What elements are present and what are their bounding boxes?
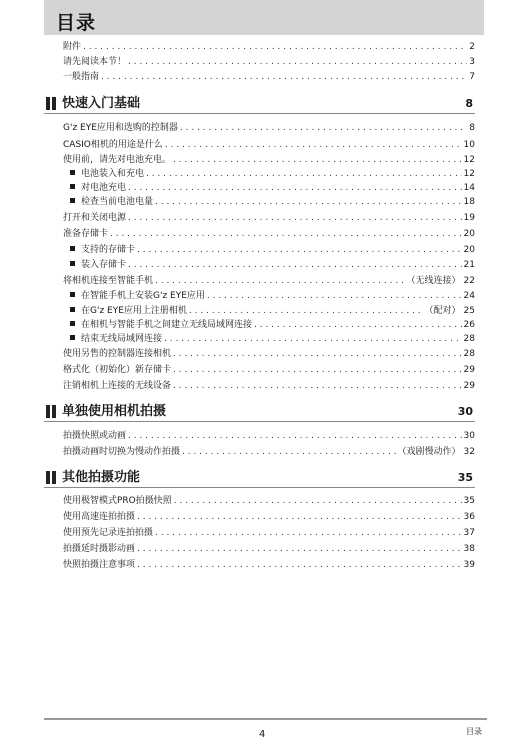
toc-entry-page: 19 (463, 213, 475, 223)
toc-entry-label: 检查当前电池电量 (81, 197, 154, 207)
toc-entry-label: 使用极智模式PRO拍摄快照 (63, 496, 172, 506)
toc-entry-label: 打开和关闭电源 (63, 213, 127, 223)
page-title: 目录 (56, 12, 97, 34)
section-page: 35 (457, 471, 473, 484)
toc-entry[interactable] (63, 510, 475, 524)
toc-entry-page: 22 (463, 276, 475, 286)
toc-entry-page: 7 (469, 72, 475, 82)
footer-divider (44, 718, 487, 720)
toc-entry-label: 结束无线局域网连接 (81, 334, 163, 344)
dot-leader (207, 289, 462, 303)
toc-entry-general-guide[interactable] (63, 70, 475, 84)
section-header-quick-start[interactable] (44, 95, 475, 113)
toc-entry-label: 准备存储卡 (63, 229, 109, 239)
toc-entry-label: 附件 (63, 42, 82, 52)
dot-leader (155, 526, 462, 540)
toc-entry-page: 28 (463, 349, 475, 359)
section-header-other-functions[interactable] (44, 469, 475, 487)
bullet-square-icon (70, 246, 75, 251)
toc-subentry[interactable] (70, 304, 475, 318)
dot-leader (110, 227, 462, 241)
section-header-standalone[interactable] (44, 403, 475, 421)
bullet-square-icon (70, 292, 75, 297)
dot-leader (155, 274, 405, 288)
toc-entry-note: （无线连接） (406, 276, 461, 286)
toc-entry-label: 拍摄快照或动画 (63, 431, 127, 441)
toc-subentry[interactable] (70, 195, 475, 209)
toc-entry-page: 3 (469, 57, 475, 67)
toc-entry-page: 20 (463, 245, 475, 255)
toc-entry-page: 29 (463, 365, 475, 375)
dot-leader (173, 363, 462, 377)
dot-leader (254, 318, 462, 332)
toc-entry[interactable] (63, 429, 475, 443)
toc-entry[interactable] (63, 153, 475, 167)
dot-leader (128, 429, 462, 443)
section-page: 8 (465, 97, 473, 110)
toc-entry-accessories[interactable] (63, 40, 475, 54)
dot-leader (180, 121, 467, 135)
dot-leader (128, 55, 467, 69)
dot-leader (146, 167, 462, 181)
toc-subentry[interactable] (70, 181, 475, 195)
toc-entry-read-first[interactable] (63, 55, 475, 69)
toc-entry-page: 18 (463, 197, 475, 207)
section-divider (44, 487, 475, 488)
section-bars-icon (46, 97, 57, 110)
toc-entry[interactable] (63, 526, 475, 540)
toc-entry-page: 14 (463, 183, 475, 193)
dot-leader (128, 211, 462, 225)
toc-entry[interactable] (63, 138, 475, 152)
toc-entry-label: 在相机与智能手机之间建立无线局域网连接 (81, 320, 253, 330)
bullet-square-icon (70, 198, 75, 203)
dot-leader (137, 558, 462, 572)
toc-entry[interactable] (63, 542, 475, 556)
toc-entry-page: 30 (463, 431, 475, 441)
toc-entry-label: 格式化（初始化）新存储卡 (63, 365, 172, 375)
toc-entry[interactable] (63, 347, 475, 361)
dot-leader (164, 332, 462, 346)
toc-entry-page: 32 (463, 447, 475, 457)
toc-entry-label: 使用另售的控制器连接相机 (63, 349, 172, 359)
bullet-square-icon (70, 307, 75, 312)
bullet-square-icon (70, 170, 75, 175)
toc-entry-page: 21 (463, 260, 475, 270)
toc-entry-label: 拍摄延时摄影动画 (63, 544, 136, 554)
dot-leader (173, 153, 462, 167)
toc-entry-page: 25 (463, 306, 475, 316)
dot-leader (182, 445, 396, 459)
section-divider (44, 113, 475, 114)
title-bar (44, 0, 484, 35)
toc-entry-label: 使用前，请先对电池充电。 (63, 155, 172, 165)
toc-entry-page: 37 (463, 528, 475, 538)
toc-entry-label: G'z EYE应用和选购的控制器 (63, 123, 178, 133)
footer-label: 目录 (466, 727, 482, 736)
toc-entry-label: 请先阅读本节！ (63, 57, 127, 67)
toc-entry-label: 在G'z EYE应用上注册相机 (81, 306, 187, 316)
dot-leader (173, 379, 462, 393)
toc-subentry[interactable] (70, 243, 475, 257)
toc-entry-page: 38 (463, 544, 475, 554)
toc-entry-label: 将相机连接至智能手机 (63, 276, 154, 286)
toc-entry-page: 24 (463, 291, 475, 301)
toc-entry-label: 一般指南 (63, 72, 100, 82)
bullet-square-icon (70, 321, 75, 326)
dot-leader (137, 243, 462, 257)
dot-leader (128, 258, 462, 272)
dot-leader (155, 195, 462, 209)
toc-entry[interactable] (63, 274, 475, 288)
toc-entry-label: 快照拍摄注意事项 (63, 560, 136, 570)
toc-entry[interactable] (63, 445, 475, 459)
section-title: 单独使用相机拍摄 (62, 404, 167, 419)
toc-entry[interactable] (63, 121, 475, 135)
toc-entry-page: 2 (469, 42, 475, 52)
toc-entry[interactable] (63, 558, 475, 572)
section-title: 快速入门基础 (62, 96, 141, 111)
toc-entry[interactable] (63, 494, 475, 508)
toc-entry-page: 28 (463, 334, 475, 344)
toc-entry-page: 35 (463, 496, 475, 506)
toc-entry-page: 36 (463, 512, 475, 522)
toc-entry-note: （戏剧慢动作） (397, 447, 461, 457)
toc-entry[interactable] (63, 379, 475, 393)
toc-entry-label: CASIO相机的用途是什么 (63, 140, 163, 150)
bullet-square-icon (70, 261, 75, 266)
dot-leader (174, 494, 462, 508)
toc-entry-label: 使用预先记录连拍拍摄 (63, 528, 154, 538)
section-divider (44, 421, 475, 422)
section-bars-icon (46, 471, 57, 484)
dot-leader (83, 40, 467, 54)
toc-entry-label: 支持的存储卡 (81, 245, 136, 255)
dot-leader (101, 70, 467, 84)
toc-entry-label: 装入存储卡 (81, 260, 127, 270)
toc-entry-label: 注销相机上连接的无线设备 (63, 381, 172, 391)
bullet-square-icon (70, 184, 75, 189)
bullet-square-icon (70, 335, 75, 340)
dot-leader (137, 542, 462, 556)
toc-entry-page: 8 (469, 123, 475, 133)
toc-entry-page: 12 (463, 169, 475, 179)
footer-page-number: 4 (259, 729, 266, 740)
toc-entry-note: （配对） (424, 306, 461, 316)
toc-entry-label: 在智能手机上安装G'z EYE应用 (81, 291, 205, 301)
section-bars-icon (46, 405, 57, 418)
toc-entry-page: 26 (463, 320, 475, 330)
section-page: 30 (457, 405, 473, 418)
toc-entry-page: 20 (463, 229, 475, 239)
section-title: 其他拍摄功能 (62, 470, 141, 485)
toc-entry-label: 对电池充电 (81, 183, 127, 193)
toc-entry-label: 拍摄动画时切换为慢动作拍摄 (63, 447, 181, 457)
dot-leader (137, 510, 462, 524)
toc-subentry[interactable] (70, 318, 475, 332)
dot-leader (165, 138, 462, 152)
toc-entry-page: 10 (463, 140, 475, 150)
dot-leader (173, 347, 462, 361)
toc-subentry[interactable] (70, 289, 475, 303)
toc-subentry[interactable] (70, 332, 475, 346)
toc-entry[interactable] (63, 363, 475, 377)
toc-entry-page: 12 (463, 155, 475, 165)
dot-leader (189, 304, 423, 318)
toc-entry[interactable] (63, 227, 475, 241)
toc-entry-page: 29 (463, 381, 475, 391)
toc-subentry[interactable] (70, 167, 475, 181)
toc-entry-label: 电池装入和充电 (81, 169, 145, 179)
toc-subentry[interactable] (70, 258, 475, 272)
toc-entry[interactable] (63, 211, 475, 225)
toc-entry-page: 39 (463, 560, 475, 570)
dot-leader (128, 181, 462, 195)
toc-entry-label: 使用高速连拍拍摄 (63, 512, 136, 522)
